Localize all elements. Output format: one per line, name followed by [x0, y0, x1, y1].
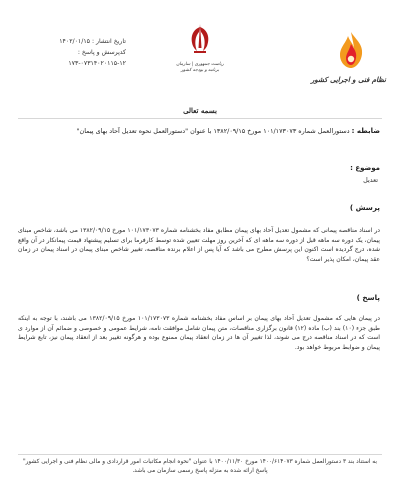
- footer-divider: [18, 454, 382, 455]
- document-meta: [16, 36, 126, 69]
- qa-code-row: [16, 47, 126, 58]
- footer-note: به استناد بند ۳ دستورالعمل شماره ۱۴۰۰/۶۱۴۰۷۳ مورخ ۱۴۰۰/۱۱/۳۰ با عنوان "نحوه انجام مکاتبات امور قراردادی و مالی نظام فنی و اجرایی کشور" پاسخ ارائه شده به منزله پاسخ رسمی سازمان می باشد.: [22, 459, 378, 475]
- publish-date-label: تاریخ انتشار :: [91, 38, 126, 45]
- organization-logo: [310, 30, 386, 86]
- iran-emblem-icon: [187, 22, 213, 56]
- publish-date-row: [16, 36, 126, 47]
- question-text: در اسناد مناقصه پیمانی که مشمول تعدیل آحاد بهای پیمان مطابق مفاد بخشنامه شماره ۱۰۱/۱۷۳۰۷۳ مورخ ۱۳۸۲/۰۹/۱۵ می باشد، شاخص مبنای پیمان، یک دوره سه ماهه قبل از دوره سه ماهه ای که آخرین روز مهلت تعیین شده توسط کارفرما برای تسلیم پیشنهاد قیمت پیمانکار در آن واقع شده، درج گردیده است اکنون این پرسش مطرح می باشد که آیا پس از اعلام برنده مناقصه، تغییر شاخص مبنای پیمان در اسناد پیمان در زمان عقد پیمان، امکان پذیر است؟: [18, 227, 380, 263]
- basmala-heading: بسمه تعالی: [183, 106, 217, 115]
- organization-name: نظام فنی و اجرایی کشور: [310, 75, 386, 84]
- regulation-line: [18, 126, 380, 136]
- subject-block: [18, 162, 380, 186]
- qa-code-value-row: [16, 58, 126, 69]
- state-emblem: [176, 22, 224, 88]
- answer-title: پاسخ ): [356, 293, 380, 302]
- letterhead: [0, 0, 400, 92]
- answer-text: در پیمان هایی که مشمول تعدیل آحاد بهای پیمان بر اساس مفاد بخشنامه شماره ۱۰۱/۱۷۳۰۷۳ مورخ ۱۳۸۲/۰۹/۱۵ می باشند، با توجه به اینکه طبق جزء (۱۰) بند (ب) ماده (۱۲) قانون برگزاری مناقصات، متن پیمان شامل موافقت نامه، شرایط عمومی و خصوصی و ضمائم آن از موارد ی است که در اسناد مناقصه درج می شوند، لذا تغییر آن ها در زمان انعقاد پیمان ممنوع بوده و هرگونه تغییر بعد از انعقاد پیمان نیز، تابع شرایط پیمان و ضوابط مربوط خواهد بود.: [18, 315, 380, 351]
- qa-code-label: کدپرسش و پاسخ :: [77, 49, 126, 56]
- qa-code-value: ۱۷۳-۰۷۳۱۴۰۲۰۱۱۵-۱۲: [68, 60, 126, 67]
- subject-label: موضوع :: [350, 164, 380, 172]
- header-divider: [18, 118, 382, 119]
- regulation-text: دستورالعمل شماره ۱۰۱/۱۷۳۰۷۳ مورخ ۱۳۸۲/۰۹/۱۵ با عنوان "دستورالعمل نحوه تعدیل آحاد بهای پیمان": [76, 127, 350, 135]
- emblem-caption: ریاست جمهوری | سازمان برنامه و بودجه کشور: [176, 62, 224, 73]
- flame-logo-icon: [336, 30, 366, 72]
- subject-value: تعدیل: [363, 176, 378, 184]
- regulation-label: ضابطه :: [351, 127, 380, 135]
- publish-date-value: ۱۴۰۲/۰۱/۱۵: [59, 38, 90, 45]
- question-title: پرسش ): [349, 203, 380, 212]
